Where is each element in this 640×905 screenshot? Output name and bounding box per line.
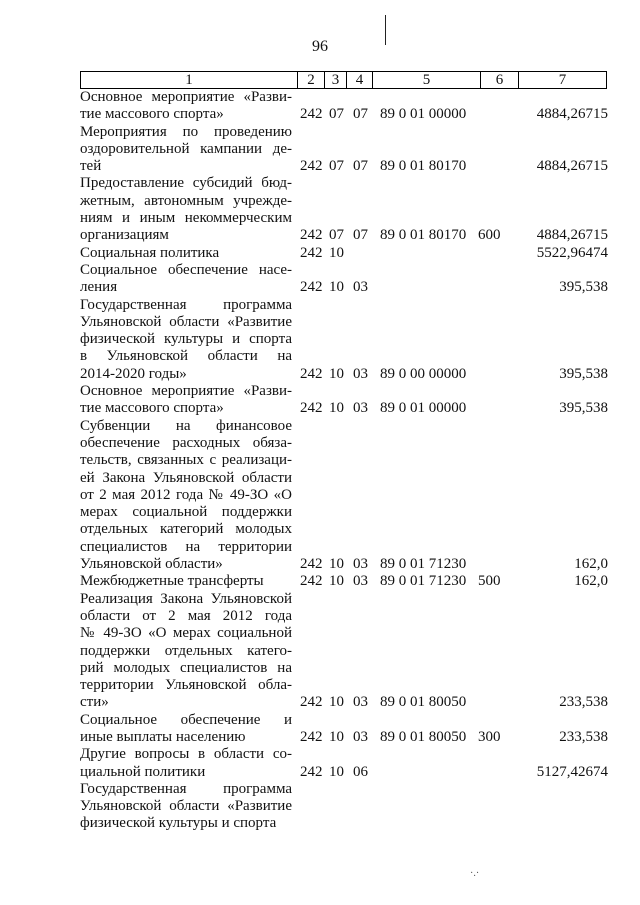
description-line: Основное мероприятие «Разви- [80,89,292,105]
table-row [80,573,610,590]
description-line: тие массового спорта» [80,400,224,417]
header-col-3: 3 [325,72,347,89]
row-cell-c3: 10 [329,694,344,711]
page-number: 96 [312,38,328,55]
row-cell-c2: 242 [300,694,323,711]
description-line: Ульяновской области «Развитие [80,798,292,815]
row-description [80,245,292,262]
table-row [80,746,610,781]
description-line: физической культуры и спорта [80,331,292,348]
row-cell-c2: 242 [300,573,323,590]
row-cell-c5: 89 0 01 71230 [380,573,467,590]
row-cell-c3: 10 [329,400,344,417]
description-line: организациям [80,227,169,244]
description-line: 2014-2020 годы» [80,365,187,382]
description-line: в Ульяновской области на [80,348,292,365]
scan-speck: ·.· [470,868,480,879]
row-description [80,746,292,781]
row-description [80,573,292,590]
description-line: сти» [80,694,109,711]
row-cell-c7: 4884,26715 [536,158,608,175]
description-line: физической культуры и спорта [80,815,277,832]
header-col-4: 4 [347,72,373,89]
row-cell-c7: 5522,96474 [536,244,608,261]
row-cell-c7: 233,538 [559,694,608,711]
table-row [80,175,610,244]
description-line: Основное мероприятие «Разви- [80,383,292,400]
table-body [80,89,610,833]
row-description [80,262,292,297]
description-line: территории Ульяновской обла- [80,677,292,694]
row-cell-c5: 89 0 01 80050 [380,694,467,711]
header-col-2: 2 [298,72,325,89]
row-cell-c3: 07 [329,106,344,123]
header-col-1: 1 [81,72,298,89]
description-line: Социальная политика [80,244,220,261]
row-cell-c4: 03 [353,400,368,417]
row-cell-c7: 162,0 [574,556,608,573]
description-line: Межбюджетные трансферты [80,573,264,590]
row-cell-c7: 4884,26715 [536,227,608,244]
row-description [80,175,292,244]
row-cell-c2: 242 [300,279,323,296]
description-line: № 49-ЗО «О мерах социальной [80,625,292,642]
description-line: специалистов на территории [80,538,292,555]
description-line: Другие вопросы в области со- [80,746,292,763]
row-cell-c4: 03 [353,556,368,573]
row-cell-c5: 89 0 01 80170 [380,227,467,244]
description-line: обеспечение расходных обяза- [80,434,292,451]
description-line: Мероприятия по проведению [80,123,292,140]
row-cell-c5: 89 0 01 71230 [380,556,467,573]
header-col-5: 5 [373,72,481,89]
row-cell-c2: 242 [300,106,323,123]
table-row [80,712,610,747]
description-line: ниям и иным некоммерческим [80,210,292,227]
row-description [80,418,292,574]
table-row [80,297,610,383]
description-line: ей Закона Ульяновской области [80,469,292,486]
row-cell-c4: 03 [353,573,368,590]
row-cell-c6: 600 [478,227,501,244]
row-cell-c3: 10 [329,365,344,382]
description-line: Ульяновской области» [80,556,223,573]
row-description [80,383,292,418]
table-row [80,245,610,262]
description-line: Государственная программа [80,296,292,313]
row-cell-c3: 10 [329,556,344,573]
description-line: тей [80,158,102,175]
row-cell-c3: 10 [329,279,344,296]
description-line: Государственная программа [80,780,292,797]
description-line: Реализация Закона Ульяновской [80,590,292,607]
description-line: мерах социальной поддержки [80,504,292,521]
row-description [80,591,292,712]
row-cell-c3: 07 [329,227,344,244]
row-cell-c4: 03 [353,694,368,711]
description-line: тие массового спорта» [80,106,224,123]
row-cell-c4: 07 [353,158,368,175]
row-cell-c7: 395,538 [559,279,608,296]
row-description [80,712,292,747]
table-row [80,418,610,574]
row-cell-c5: 89 0 01 00000 [380,106,467,123]
row-cell-c4: 03 [353,728,368,745]
header-col-6: 6 [481,72,519,89]
table-row [80,262,610,297]
row-cell-c7: 233,538 [559,728,608,745]
row-cell-c2: 242 [300,763,323,780]
description-line: Социальное обеспечение насе- [80,261,292,278]
row-cell-c3: 10 [329,573,344,590]
row-cell-c7: 5127,42674 [536,763,608,780]
table-row [80,591,610,712]
description-line: жетным, автономным учрежде- [80,192,292,209]
description-line: отдельных категорий молодых [80,521,292,538]
row-cell-c4: 03 [353,279,368,296]
table-row [80,124,610,176]
description-line: ления [80,279,118,296]
description-line: от 2 мая 2012 года № 49-ЗО «О [80,486,292,503]
row-description [80,297,292,383]
row-cell-c2: 242 [300,400,323,417]
row-cell-c2: 242 [300,365,323,382]
row-description [80,89,292,124]
description-line: Ульяновской области «Развитие [80,313,292,330]
row-cell-c2: 242 [300,227,323,244]
description-line: области от 2 мая 2012 года [80,607,292,624]
row-cell-c3: 07 [329,158,344,175]
row-cell-c4: 07 [353,106,368,123]
row-cell-c3: 10 [329,763,344,780]
description-line: тельств, связанных с реализаци- [80,452,292,469]
row-cell-c2: 242 [300,728,323,745]
description-line: циальной политики [80,763,206,780]
row-cell-c2: 242 [300,556,323,573]
table-row [80,781,610,833]
row-cell-c6: 500 [478,573,501,590]
description-line: поддержки отдельных катего- [80,642,292,659]
row-cell-c4: 06 [353,763,368,780]
header-col-7: 7 [519,72,607,89]
row-cell-c5: 89 0 01 00000 [380,400,467,417]
description-line: иные выплаты населению [80,728,246,745]
row-cell-c2: 242 [300,244,323,261]
row-cell-c2: 242 [300,158,323,175]
description-line: рий молодых специалистов на [80,659,292,676]
row-description [80,781,292,833]
row-cell-c7: 4884,26715 [536,106,608,123]
row-cell-c3: 10 [329,728,344,745]
row-cell-c7: 395,538 [559,400,608,417]
row-cell-c4: 07 [353,227,368,244]
row-cell-c6: 300 [478,728,501,745]
description-line: Предоставление субсидий бюд- [80,175,292,192]
description-line: оздоровительной кампании де- [80,140,292,157]
table-row [80,383,610,418]
row-cell-c7: 395,538 [559,365,608,382]
row-cell-c4: 03 [353,365,368,382]
description-line: Субвенции на финансовое [80,417,292,434]
row-cell-c3: 10 [329,244,344,261]
row-cell-c5: 89 0 00 00000 [380,365,467,382]
table-row [80,89,610,124]
row-cell-c5: 89 0 01 80170 [380,158,467,175]
description-line: Социальное обеспечение и [80,711,292,728]
row-cell-c5: 89 0 01 80050 [380,728,467,745]
row-cell-c7: 162,0 [574,573,608,590]
table-header [80,71,607,89]
row-description [80,124,292,176]
